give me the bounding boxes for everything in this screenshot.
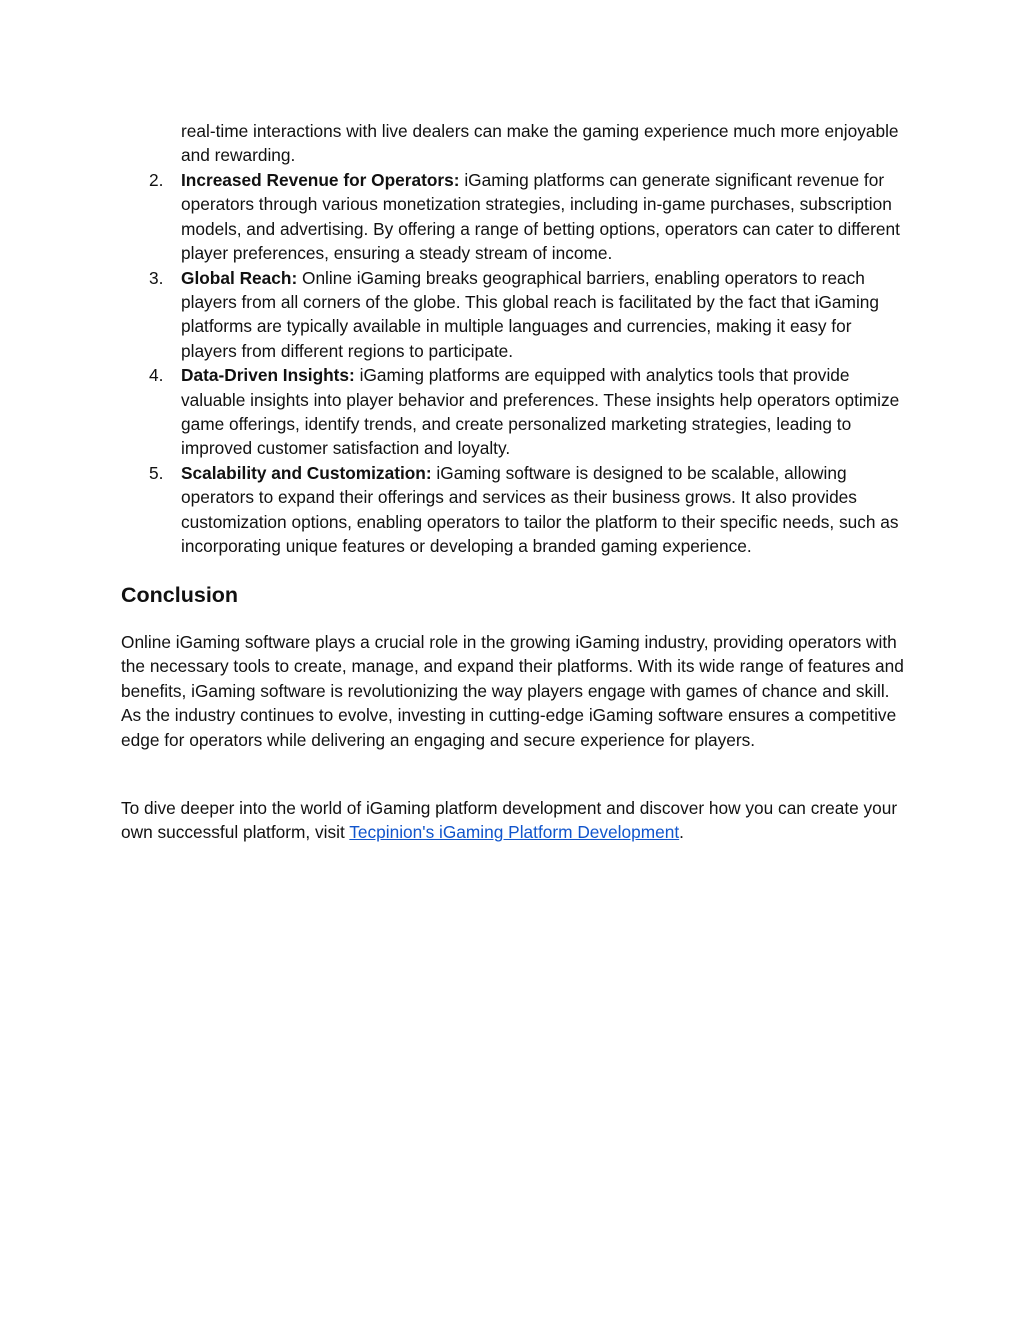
list-item-number: 5. [149,462,164,483]
closing-paragraph-period: . [679,822,684,843]
list-item [121,363,911,461]
closing-paragraph-text: To dive deeper into the world of iGaming platform development and discover how you can create your own successful platform, visit [121,798,898,843]
benefits-list [121,168,911,559]
conclusion-paragraph: Online iGaming software plays a crucial role in the growing iGaming industry, providing operators with the necessary tools to create, manage, and expand their platforms. With its wide range of features and benefits, iGaming software is revolutionizing the way players engage with games of chance and skill. As the industry continues to evolve, investing in cutting-edge iGaming software ensures a competitive edge for operators while delivering an engaging and secure experience for players. [121,632,904,750]
list-item-continuation: real-time interactions with live dealers can make the gaming experience much more enjoyable and rewarding. [181,121,899,166]
list-item-body: iGaming software is designed to be scalable, allowing operators to expand their offerings and services as their business grows. It also provides customization options, enabling operators to tailor the platform to their specific needs, such as incorporating unique features or developing a branded gaming experience. [181,462,899,557]
list-item [121,266,911,364]
closing-paragraph [121,796,911,845]
list-item-body: Online iGaming breaks geographical barriers, enabling operators to reach players from all corners of the globe. This global reach is facilitated by the fact that iGaming platforms are typically available in multiple languages and currencies, making it easy for players from different regions to participate. [181,267,880,361]
list-item-title: Increased Revenue for Operators: [181,170,465,190]
list-item-title: Global Reach: [181,267,302,288]
list-item-body: iGaming platforms can generate significant revenue for operators through various monetization strategies, including in-game purchases, subscription models, and advertising. By offering a range of betting options, operators can cater to different player preferences, ensuring a steady stream of income. [181,170,900,264]
list-item-number: 3. [149,267,164,288]
list-item-number: 4. [149,365,164,386]
list-item [121,168,911,266]
list-item-body: iGaming platforms are equipped with analytics tools that provide valuable insights into player behavior and preferences. These insights help operators optimize game offerings, identify trends, and create personalized marketing strategies, leading to improved customer satisfaction and loyalty. [181,365,900,459]
list-item [121,461,911,559]
tecpinion-link[interactable]: Tecpinion's iGaming Platform Development [349,822,680,843]
conclusion-heading: Conclusion [121,583,239,607]
list-item-number: 2. [149,170,164,190]
list-item-title: Data-Driven Insights: [181,365,360,386]
list-item-title: Scalability and Customization: [181,462,437,483]
